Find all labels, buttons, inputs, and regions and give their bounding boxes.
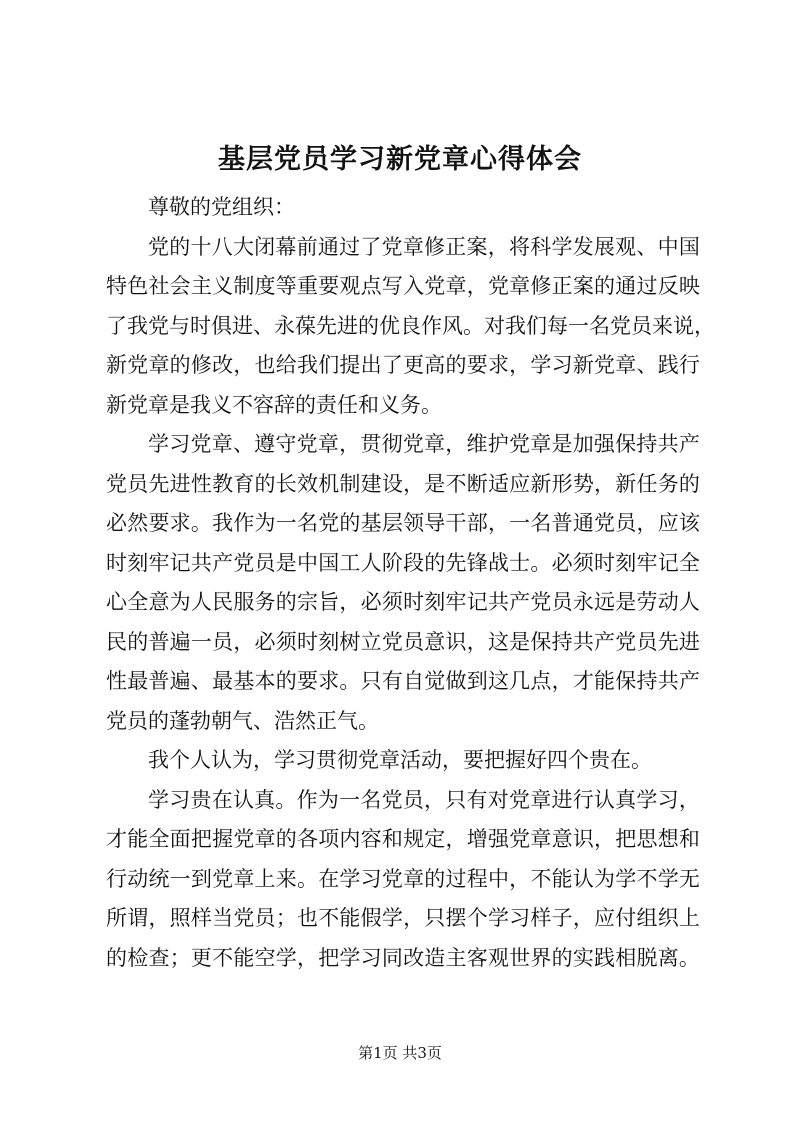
text-line: 学 习 党 章 、 遵 守 党 章 ， 贯 彻 党 章 ， 维 护 党 章 是 加 强 保 持 共 产: [148, 432, 700, 456]
text-line: 行 动 统 一 到 党 章 上 来 。 在 学 习 党 章 的 过 程 中 ， 不 能 认 为 学 不 学 无: [106, 866, 700, 891]
text-line: 所 谓 ， 照 样 当 党 员 ； 也 不 能 假 学 ， 只 摆 个 学 习 样 子 ， 应 付 组 织 上: [106, 906, 700, 930]
text-line: 学 习 贵 在 认 真 。 作 为 一 名 党 员 ， 只 有 对 党 章 进 行 认 真 学 习 ，: [148, 787, 700, 812]
text-line: 性 最 普 遍 、 最 基 本 的 要 求 。 只 有 自 觉 做 到 这 几 点 ， 才 能 保 持 共 产: [106, 669, 700, 693]
text-line: 特 色 社 会 主 义 制 度 等 重 要 观 点 写 入 党 章 ， 党 章 修 正 案 的 通 过 反 映: [106, 274, 700, 298]
text-line: 时 刻 牢 记 共 产 党 员 是 中 国 工 人 阶 段 的 先 锋 战 士 。 必 须 时 刻 牢 记 全: [106, 550, 700, 575]
document-title: 基层党员学习新党章心得体会: [218, 144, 582, 175]
text-line: 才 能 全 面 把 握 党 章 的 各 项 内 容 和 规 定 ， 增 强 党 章 意 识 ， 把 思 想 和: [106, 827, 700, 851]
text-line: 必 然 要 求 。 我 作 为 一 名 党 的 基 层 领 导 干 部 ， 一 名 普 通 党 员 ， 应 该: [106, 511, 700, 535]
text-line: 党员的蓬勃朝气、浩然正气。: [106, 708, 379, 733]
page-footer: 第1页 共3页: [358, 1044, 442, 1062]
text-line: 心 全 意 为 人 民 服 务 的 宗 旨 ， 必 须 时 刻 牢 记 共 产 党 员 永 远 是 劳 动 人: [106, 590, 700, 614]
text-line: 党 的 十 八 大 闭 幕 前 通 过 了 党 章 修 正 案 ， 将 科 学 发 展 观 、 中 国: [148, 234, 700, 259]
text-line: 新 党 章 的 修 改 ， 也 给 我 们 提 出 了 更 高 的 要 求 ， 学 习 新 党 章 、 践 行: [106, 353, 700, 377]
document-body: [106, 188, 715, 978]
text-line: 我个人认为，学习贯彻党章活动，要把握好四个贵在。: [148, 748, 652, 772]
text-line: 了 我 党 与 时 俱 进 、 永 葆 先 进 的 优 良 作 风 。 对 我 们 每 一 名 党 员 来 说 ，: [106, 313, 715, 338]
text-line: 新党章是我义不容辞的责任和义务。: [106, 392, 442, 417]
text-line: 党 员 先 进 性 教 育 的 长 效 机 制 建 设 ， 是 不 断 适 应 新 形 势 ， 新 任 务 的: [106, 471, 700, 496]
text-line: 民 的 普 遍 一 员 ， 必 须 时 刻 树 立 党 员 意 识 ， 这 是 保 持 共 产 党 员 先 进: [106, 629, 700, 654]
text-line: 的 检 查 ； 更 不 能 空 学 ， 把 学 习 同 改 造 主 客 观 世 界 的 实 践 相 脱 离 。: [106, 945, 700, 970]
text-line: 尊敬的党组织：: [148, 195, 295, 219]
